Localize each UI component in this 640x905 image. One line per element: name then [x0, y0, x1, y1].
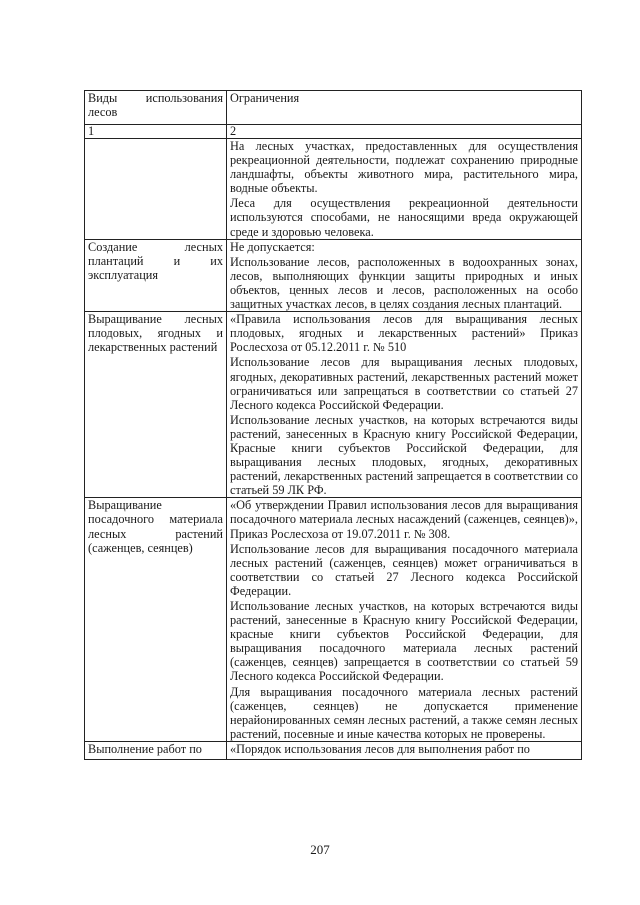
restrictions-cell [227, 139, 582, 240]
forest-use-type-cell: Выращивание лесных плодовых, ягодных и лекарственных растений [85, 312, 227, 498]
restriction-paragraph: Не допускается: [230, 239, 315, 254]
table-column-numbers-row [85, 125, 582, 139]
restrictions-cell [227, 312, 582, 498]
restriction-paragraph: Леса для осуществления рекреационной деятельности используются способами, не наносящими вреда окружающей среде и здоровью человека. [230, 196, 578, 239]
table-header-row [85, 91, 582, 125]
restrictions-cell [227, 498, 582, 742]
header-restrictions: Ограничения [227, 91, 582, 125]
table-row [85, 498, 582, 742]
table-row [85, 741, 582, 759]
restriction-paragraph: «Правила использования лесов для выращивания лесных плодовых, ягодных и лекарственных растений» Приказ Рослесхоза от 05.12.2011 г. № 510 [230, 312, 578, 355]
restriction-paragraph: Использование лесов, расположенных в водоохранных зонах, лесов, выполняющих функции защиты природных и иных объектов, ценных лесов и лесов, расположенных на особо защитных участках лесов, в целях создания лесных плантаций. [230, 254, 578, 312]
restrictions-cell [227, 239, 582, 311]
table-row [85, 139, 582, 240]
restriction-paragraph: Для выращивания посадочного материала лесных растений (саженцев, сеянцев) не допускается применение нерайонированных семян лесных растений, а также семян лесных растений, посевные и иные качества которых не проверены. [230, 684, 578, 741]
header-forest-use-types: Виды использования лесов [85, 91, 227, 125]
restriction-paragraph: Использование лесов для выращивания посадочного материала лесных растений (саженцев, сеянцев) может ограничиваться в соответствии со статьей 27 Лесного кодекса Российской Федерации. [230, 541, 578, 598]
column-number-1: 1 [85, 125, 227, 139]
forest-use-type-cell: Выращивание посадочного материала лесных растений (саженцев, сеянцев) [85, 498, 227, 742]
restriction-paragraph: «Об утверждении Правил использования лесов для выращивания посадочного материала лесных насаждений (саженцев, сеянцев)», Приказ Рослесхоза от 19.07.2011 г. № 308. [230, 498, 578, 541]
restriction-paragraph: Использование лесных участков, на которых встречаются виды растений, занесенных в Красную книгу Российской Федерации, Красные книги субъектов Российской Федерации, для выращивания лесных плодовых, ягодных, декоративных растений, лекарственных растений запрещается в соответствии со статьей 59 ЛК РФ. [230, 412, 578, 498]
forest-use-type-cell [85, 139, 227, 240]
table-row [85, 312, 582, 498]
forest-use-type-cell: Выполнение работ по [85, 741, 227, 759]
restriction-paragraph: На лесных участках, предоставленных для осуществления рекреационной деятельности, подлежат сохранению природные ландшафты, объекты животного мира, растительного мира, водные объекты. [230, 139, 578, 196]
page-number: 207 [310, 842, 330, 857]
restriction-paragraph: Использование лесов для выращивания лесных плодовых, ягодных, декоративных растений, лекарственных растений может ограничиваться или запрещаться в соответствии со статьей 27 Лесного кодекса Российской Федерации. [230, 355, 578, 412]
table-row [85, 239, 582, 311]
forest-use-type-cell: Создание лесных плантаций и их эксплуатация [85, 239, 227, 311]
restrictions-cell [227, 741, 582, 759]
restriction-paragraph: «Порядок использования лесов для выполнения работ по [230, 741, 530, 756]
restriction-paragraph: Использование лесных участков, на которых встречаются виды растений, занесенные в Красную книгу Российской Федерации, красные книги субъектов Российской Федерации, для выращивания посадочного материала лесных растений (саженцев, сеянцев) запрещается в соответствии со статьей 59 Лесного кодекса Российской Федерации. [230, 599, 578, 684]
restrictions-table [84, 90, 582, 760]
column-number-2: 2 [227, 125, 582, 139]
